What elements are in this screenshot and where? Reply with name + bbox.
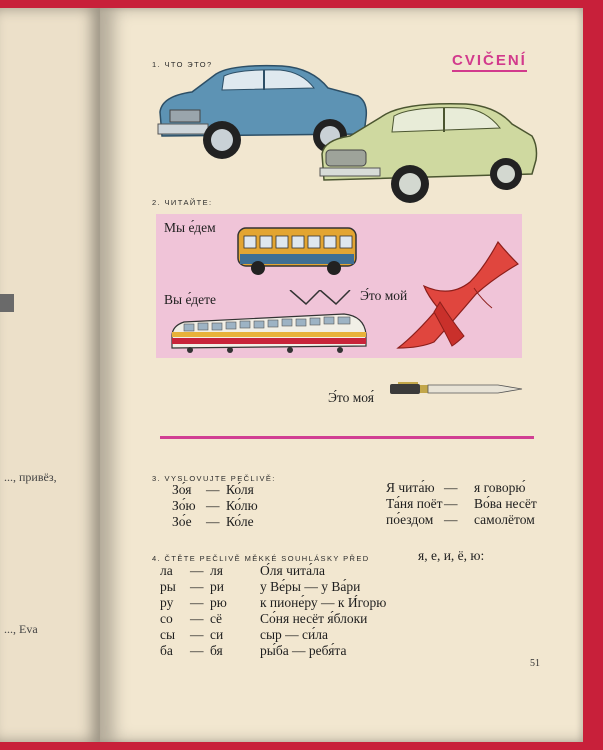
ex4-row-5-a: сы xyxy=(160,627,176,642)
ex4-row-1-c: О́ля чита́ла xyxy=(260,563,325,578)
ex3-left-a-2: Зо́ю xyxy=(172,498,196,513)
ex3-right-a-3: по́ездом xyxy=(386,512,434,527)
ex3-left-a-3: Зо́е xyxy=(172,514,192,529)
left-page-band xyxy=(0,294,14,312)
ex3-right-a-2: Та́ня поёт xyxy=(386,496,443,511)
ex4-row-6-a: ба xyxy=(160,643,173,658)
ex4-row-3-a: ру xyxy=(160,595,174,610)
left-page-text-1: ..., привёз, xyxy=(4,470,57,484)
ex3-left-b-3: Ко́ле xyxy=(226,514,254,529)
ex3-right-a-1: Я чита́ю xyxy=(386,480,435,495)
ex4-dash: — xyxy=(190,643,204,658)
page-number: 51 xyxy=(530,658,540,669)
ex4-row-6-b: бя xyxy=(210,643,223,658)
ex4-row-3-b: рю xyxy=(210,595,227,610)
ex3-left-b-2: Ко́лю xyxy=(226,498,258,513)
pen-illustration xyxy=(388,380,524,398)
ex4-dash: — xyxy=(190,563,204,578)
ex4-row-5-b: си xyxy=(210,627,224,642)
ex4-row-4-c: Со́ня несёт я́блоки xyxy=(260,611,368,626)
green-car-illustration xyxy=(316,94,542,206)
exercise-2-label: 2. ЧИТАЙТЕ: xyxy=(152,198,213,207)
phrase-my-edem: Мы е́дем xyxy=(164,220,216,235)
left-page-text-2: ..., Eva xyxy=(4,622,38,636)
ex3-right-b-3: самолётом xyxy=(474,512,535,527)
phrase-eto-moya: Э́то моя́ xyxy=(328,390,375,405)
ex3-left-a-1: Зо́я xyxy=(172,482,192,497)
ex3-dash: — xyxy=(206,498,220,513)
ex4-row-2-b: ри xyxy=(210,579,224,594)
ex3-right-b-1: я говорю́ xyxy=(474,480,526,495)
ex4-row-4-b: сё xyxy=(210,611,222,626)
ex3-dash: — xyxy=(444,496,458,511)
ex3-right-b-2: Во́ва несёт xyxy=(474,496,537,511)
ex3-dash: — xyxy=(206,482,220,497)
bus-illustration xyxy=(236,224,360,280)
ex3-dash: — xyxy=(206,514,220,529)
exercise-4-letters: я, е, и, ё, ю: xyxy=(418,548,485,563)
exercise-3-label: 3. VYSLOVUJTE PEČLIVĚ: xyxy=(152,474,276,483)
left-page xyxy=(0,8,100,742)
phrase-vy-edete: Вы е́дете xyxy=(164,292,217,307)
right-page xyxy=(100,8,583,742)
exercise-1-label: 1. ЧТО ЭТО? xyxy=(152,60,213,69)
ex4-dash: — xyxy=(190,579,204,594)
ex4-row-3-c: к пионе́ру — к И́горю xyxy=(260,595,387,610)
ex4-row-5-c: сыр — си́ла xyxy=(260,627,329,642)
ex3-dash: — xyxy=(444,512,458,527)
ex4-row-1-a: ла xyxy=(160,563,173,578)
ex4-dash: — xyxy=(190,627,204,642)
red-scarf-illustration xyxy=(394,238,524,352)
ex4-row-4-a: со xyxy=(160,611,173,626)
exercise-4-label: 4. ČTĚTE PEČLIVĚ MĚKKÉ SOUHLÁSKY PŘED xyxy=(152,554,370,563)
page-title: CVIČENÍ xyxy=(452,52,527,72)
ex4-dash: — xyxy=(190,611,204,626)
ex3-left-b-1: Ко́ля xyxy=(226,482,254,497)
section-divider xyxy=(160,436,534,439)
tram-illustration xyxy=(170,290,368,354)
ex4-row-6-c: ры́ба — ребя́та xyxy=(260,643,347,658)
ex4-row-1-b: ля xyxy=(210,563,223,578)
ex4-row-2-c: у Ве́ры — у Ва́ри xyxy=(260,579,361,594)
ex4-row-2-a: ры xyxy=(160,579,176,594)
ex4-dash: — xyxy=(190,595,204,610)
ex3-dash: — xyxy=(444,480,458,495)
phrase-eto-moy: Э́то мой xyxy=(360,288,408,303)
